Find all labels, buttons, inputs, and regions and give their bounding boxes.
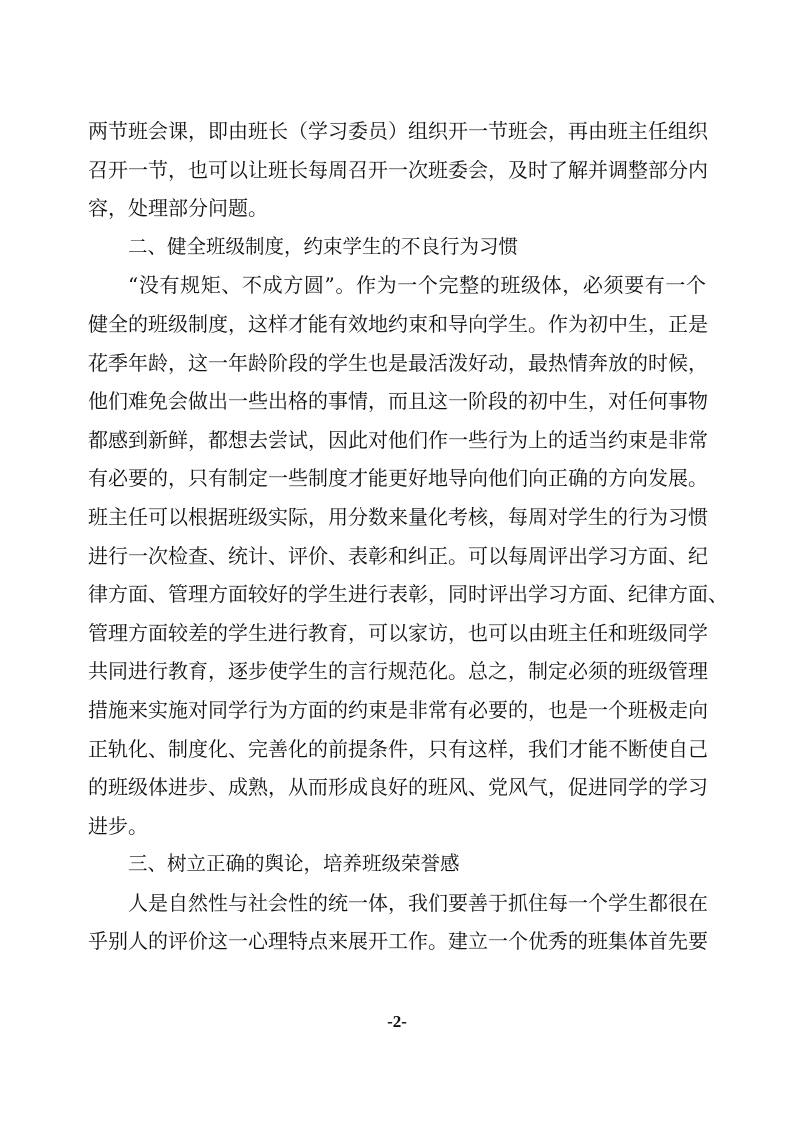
text-line: “没有规矩、不成方圆”。作为一个完整的班级体，必须要有一个 (128, 273, 706, 298)
text-line: 容，处理部分问题。 (88, 196, 268, 221)
text-line: 共同进行教育，逐步使学生的言行规范化。总之，制定必须的班级管理 (88, 659, 708, 684)
section-heading-2: 二、健全班级制度，约束学生的不良行为习惯 (128, 234, 519, 258)
section-heading-3: 三、树立正确的舆论，培养班级荣誉感 (128, 852, 460, 876)
text-line: 花季年龄，这一年龄阶段的学生也是最活泼好动，最热情奔放的时候， (88, 350, 708, 375)
text-line: 他们难免会做出一些出格的事情，而且这一阶段的初中生，对任何事物 (88, 389, 708, 414)
text-line: 都感到新鲜，都想去尝试，因此对他们作一些行为上的适当约束是非常 (88, 427, 708, 452)
text-line: 健全的班级制度，这样才能有效地约束和导向学生。作为初中生，正是 (88, 311, 708, 336)
page-number: -2- (387, 1012, 407, 1031)
document-body (88, 112, 728, 961)
text-line: 进行一次检查、统计、评价、表彰和纠正。可以每周评出学习方面、纪 (88, 543, 708, 568)
text-line: 正轨化、制度化、完善化的前提条件，只有这样，我们才能不断使自己 (88, 736, 708, 761)
text-line: 有必要的，只有制定一些制度才能更好地导向他们向正确的方向发展。 (88, 466, 708, 491)
text-line: 班主任可以根据班级实际，用分数来量化考核，每周对学生的行为习惯 (88, 504, 708, 529)
text-line: 的班级体进步、成熟，从而形成良好的班风、党风气，促进同学的学习 (88, 775, 708, 800)
text-line: 律方面、管理方面较好的学生进行表彰，同时评出学习方面、纪律方面、 (88, 582, 728, 607)
text-line: 召开一节，也可以让班长每周召开一次班委会，及时了解并调整部分内 (88, 157, 708, 182)
text-line: 措施来实施对同学行为方面的约束是非常有必要的，也是一个班极走向 (88, 697, 708, 722)
text-line: 乎别人的评价这一心理特点来展开工作。建立一个优秀的班集体首先要 (88, 929, 708, 954)
text-line: 两节班会课，即由班长（学习委员）组织开一节班会，再由班主任组织 (88, 119, 708, 143)
text-line: 进步。 (88, 813, 148, 838)
text-line: 人是自然性与社会性的统一体，我们要善于抓住每一个学生都很在 (128, 890, 708, 915)
text-line: 管理方面较差的学生进行教育，可以家访，也可以由班主任和班级同学 (88, 620, 708, 645)
